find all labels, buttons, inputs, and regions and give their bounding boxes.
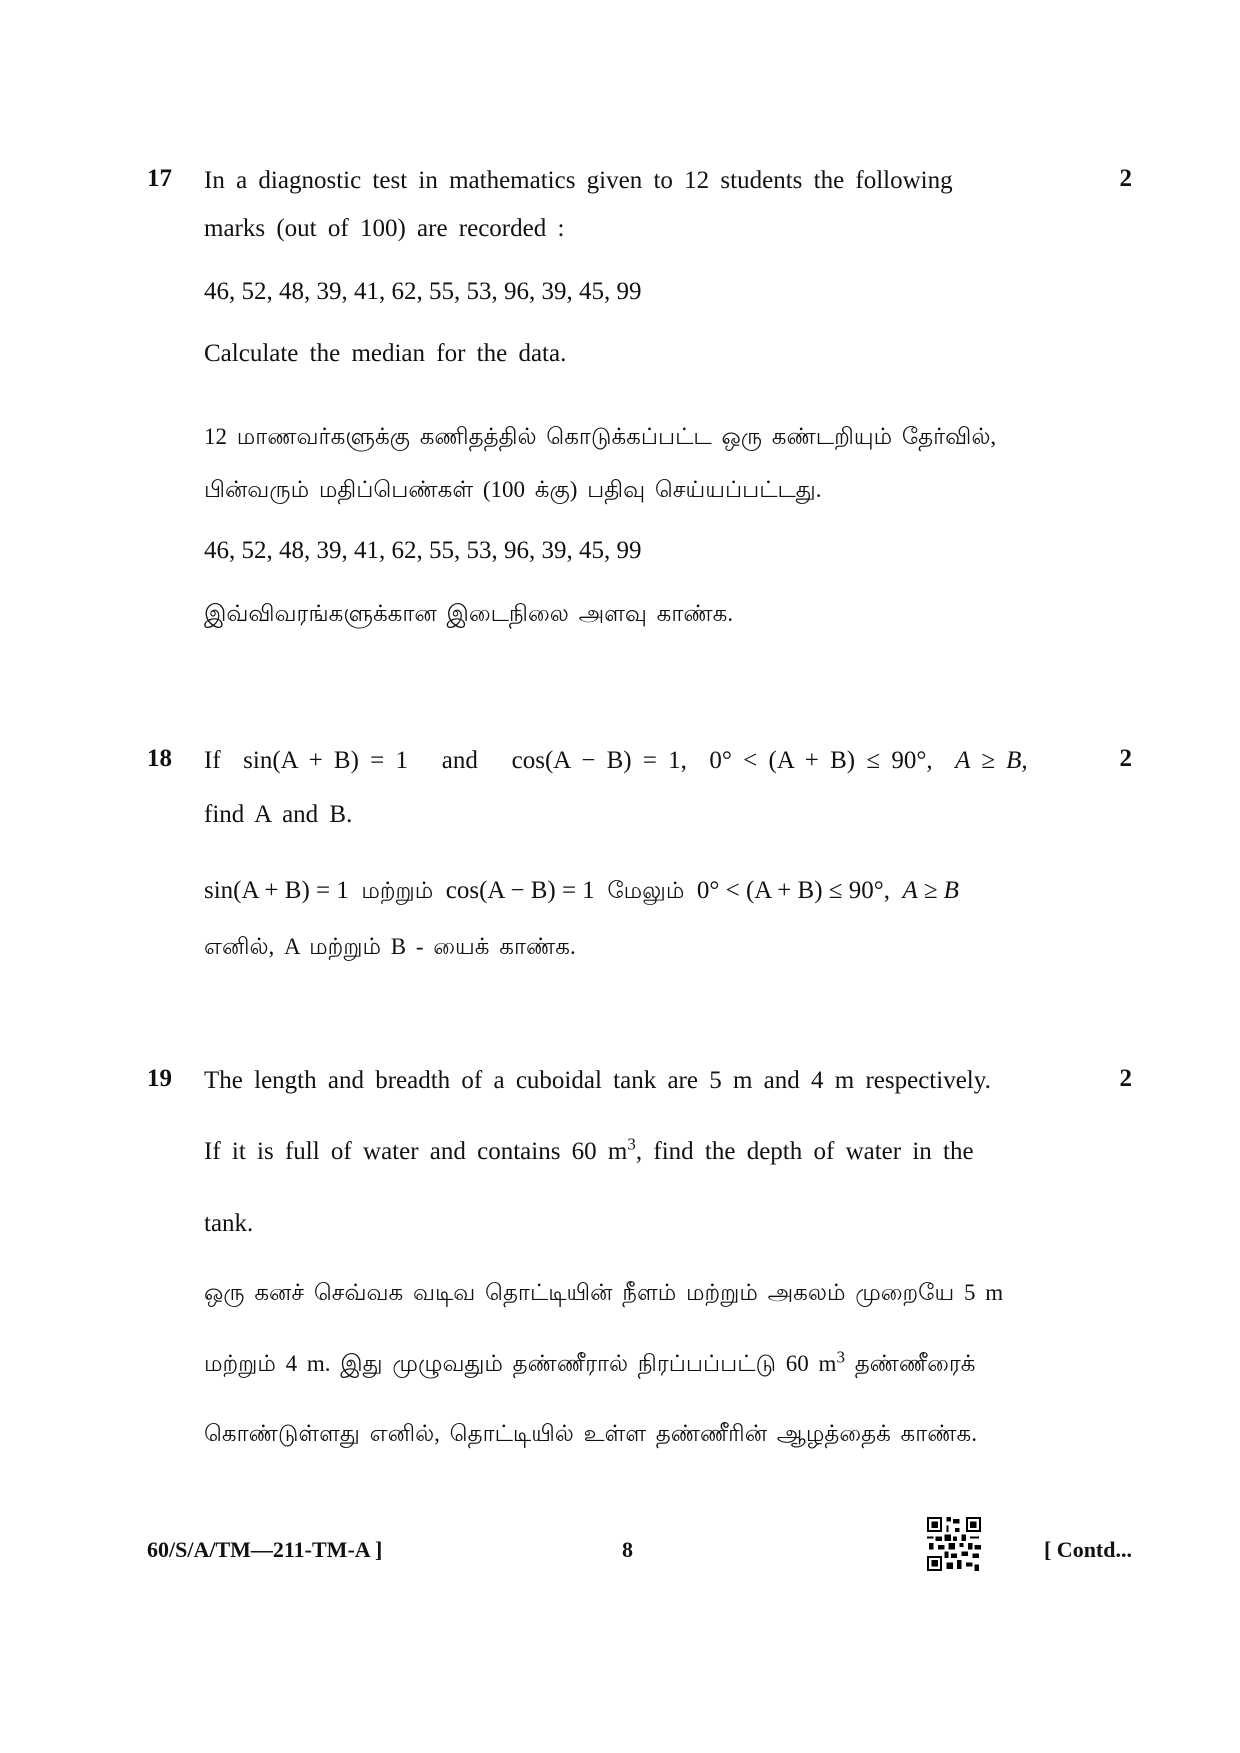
superscript: 3 [627, 1134, 636, 1154]
page-footer [147, 1537, 1132, 1577]
text-segment: , find the depth of water in the [635, 1138, 974, 1165]
equation-cos: cos(A − B) = 1, [511, 747, 687, 774]
continued-label: [ Contd... [1043, 1537, 1132, 1562]
word-if: If [204, 747, 221, 774]
word-also-ta: மேலும் [607, 878, 685, 903]
word-and-ta: மற்றும் [361, 878, 434, 903]
equation-sin: sin(A + B) = 1 [204, 877, 349, 904]
question-text-en-line-1: In a diagnostic test in mathematics given to 12 students the following [204, 167, 953, 194]
question-text-ta-line-2 [204, 1348, 975, 1380]
qr-code-icon [927, 1517, 981, 1571]
question-marks: 2 [1119, 165, 1132, 192]
question-number: 19 [147, 1065, 172, 1092]
text-segment: If it is full of water and contains 60 m [204, 1138, 628, 1165]
data-values-en: 46, 52, 48, 39, 41, 62, 55, 53, 96, 39, 45, 99 [204, 278, 642, 305]
question-text-ta-line-3: கொண்டுள்ளது எனில், தொட்டியில் உள்ள தண்ணீரின் ஆழத்தைக் காண்க. [204, 1421, 978, 1446]
angle-range: 0° < (A + B) ≤ 90°, [709, 747, 933, 774]
word-and: and [441, 747, 478, 774]
inequality: A ≥ B, [955, 747, 1028, 774]
question-text-en-line-2: find A and B. [204, 801, 353, 828]
text-segment: மற்றும் 4 m. இது முழுவதும் தண்ணீரால் நிரப்பப்பட்டு 60 m [204, 1351, 837, 1376]
equation-sin: sin(A + B) = 1 [243, 747, 409, 774]
angle-range: 0° < (A + B) ≤ 90°, [696, 877, 891, 904]
question-text-en-line-3: tank. [204, 1210, 254, 1237]
question-text-en-line-1 [204, 745, 1028, 777]
question-text-ta-line-1 [204, 875, 959, 907]
data-values-ta: 46, 52, 48, 39, 41, 62, 55, 53, 96, 39, 45, 99 [204, 537, 642, 564]
question-text-en-line-1: The length and breadth of a cuboidal tank are 5 m and 4 m respectively. [204, 1067, 991, 1094]
text-segment: தண்ணீரைக் [844, 1351, 976, 1376]
superscript: 3 [836, 1347, 845, 1367]
question-marks: 2 [1119, 1065, 1132, 1092]
question-text-en-line-2 [204, 1136, 974, 1168]
question-text-ta-line-1: ஒரு கனச் செவ்வக வடிவ தொட்டியின் நீளம் மற்றும் அகலம் முறையே 5 m [204, 1280, 1004, 1305]
equation-cos: cos(A − B) = 1 [445, 877, 595, 904]
question-text-en-line-2: marks (out of 100) are recorded : [204, 215, 565, 242]
question-text-ta-line-1: 12 மாணவர்களுக்கு கணிதத்தில் கொடுக்கப்பட்ட ஒரு கண்டறியும் தேர்வில், [204, 424, 997, 449]
question-prompt-ta: இவ்விவரங்களுக்கான இடைநிலை அளவு காண்க. [204, 601, 734, 626]
question-marks: 2 [1119, 745, 1132, 772]
question-text-ta-line-2: எனில், A மற்றும் B - யைக் காண்க. [204, 934, 576, 959]
question-number: 17 [147, 165, 172, 192]
inequality: A ≥ B [902, 877, 959, 904]
question-prompt-en: Calculate the median for the data. [204, 340, 567, 367]
paper-code: 60/S/A/TM—211-TM-A ] [147, 1537, 383, 1562]
page-number: 8 [622, 1537, 633, 1562]
question-number: 18 [147, 745, 172, 772]
question-text-ta-line-2: பின்வரும் மதிப்பெண்கள் (100 க்கு) பதிவு செய்யப்பட்டது. [204, 477, 822, 502]
